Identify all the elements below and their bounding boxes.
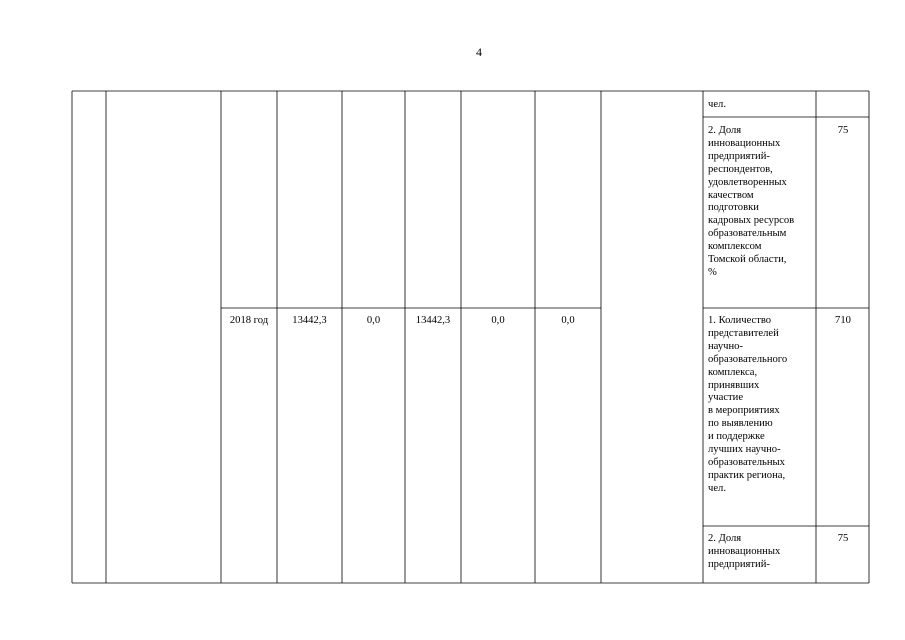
- indicator-name-cell: 2. Доля инновационных предприятий-: [708, 533, 781, 570]
- indicator-name-cell: 2. Доля инновационных предприятий- респондентов, удовлетворенных качеством подготовки кадровых ресурсов образовательным комплексом Томской области, %: [708, 125, 795, 278]
- indicator-value-cell: 710: [835, 315, 851, 326]
- indicator-name-cell: чел.: [708, 99, 726, 110]
- indicator-name-cell: 1. Количество представителей научно- образовательного комплекса, принявших участие в мероприятиях по выявлению и поддержке лучших научно- образоватeльных практик региона, чел.: [708, 315, 788, 494]
- total-cell: 13442,3: [292, 315, 327, 326]
- indicator-value-cell: 75: [837, 533, 849, 544]
- page-number: 4: [476, 45, 482, 59]
- year-cell: 2018 год: [229, 315, 269, 326]
- indicator-value-cell: 75: [837, 125, 849, 136]
- other-sources-cell: 0,0: [561, 315, 575, 326]
- local-budget-cell: 0,0: [491, 315, 505, 326]
- federal-budget-cell: 0,0: [366, 315, 381, 326]
- regional-budget-cell: 13442,3: [415, 315, 451, 326]
